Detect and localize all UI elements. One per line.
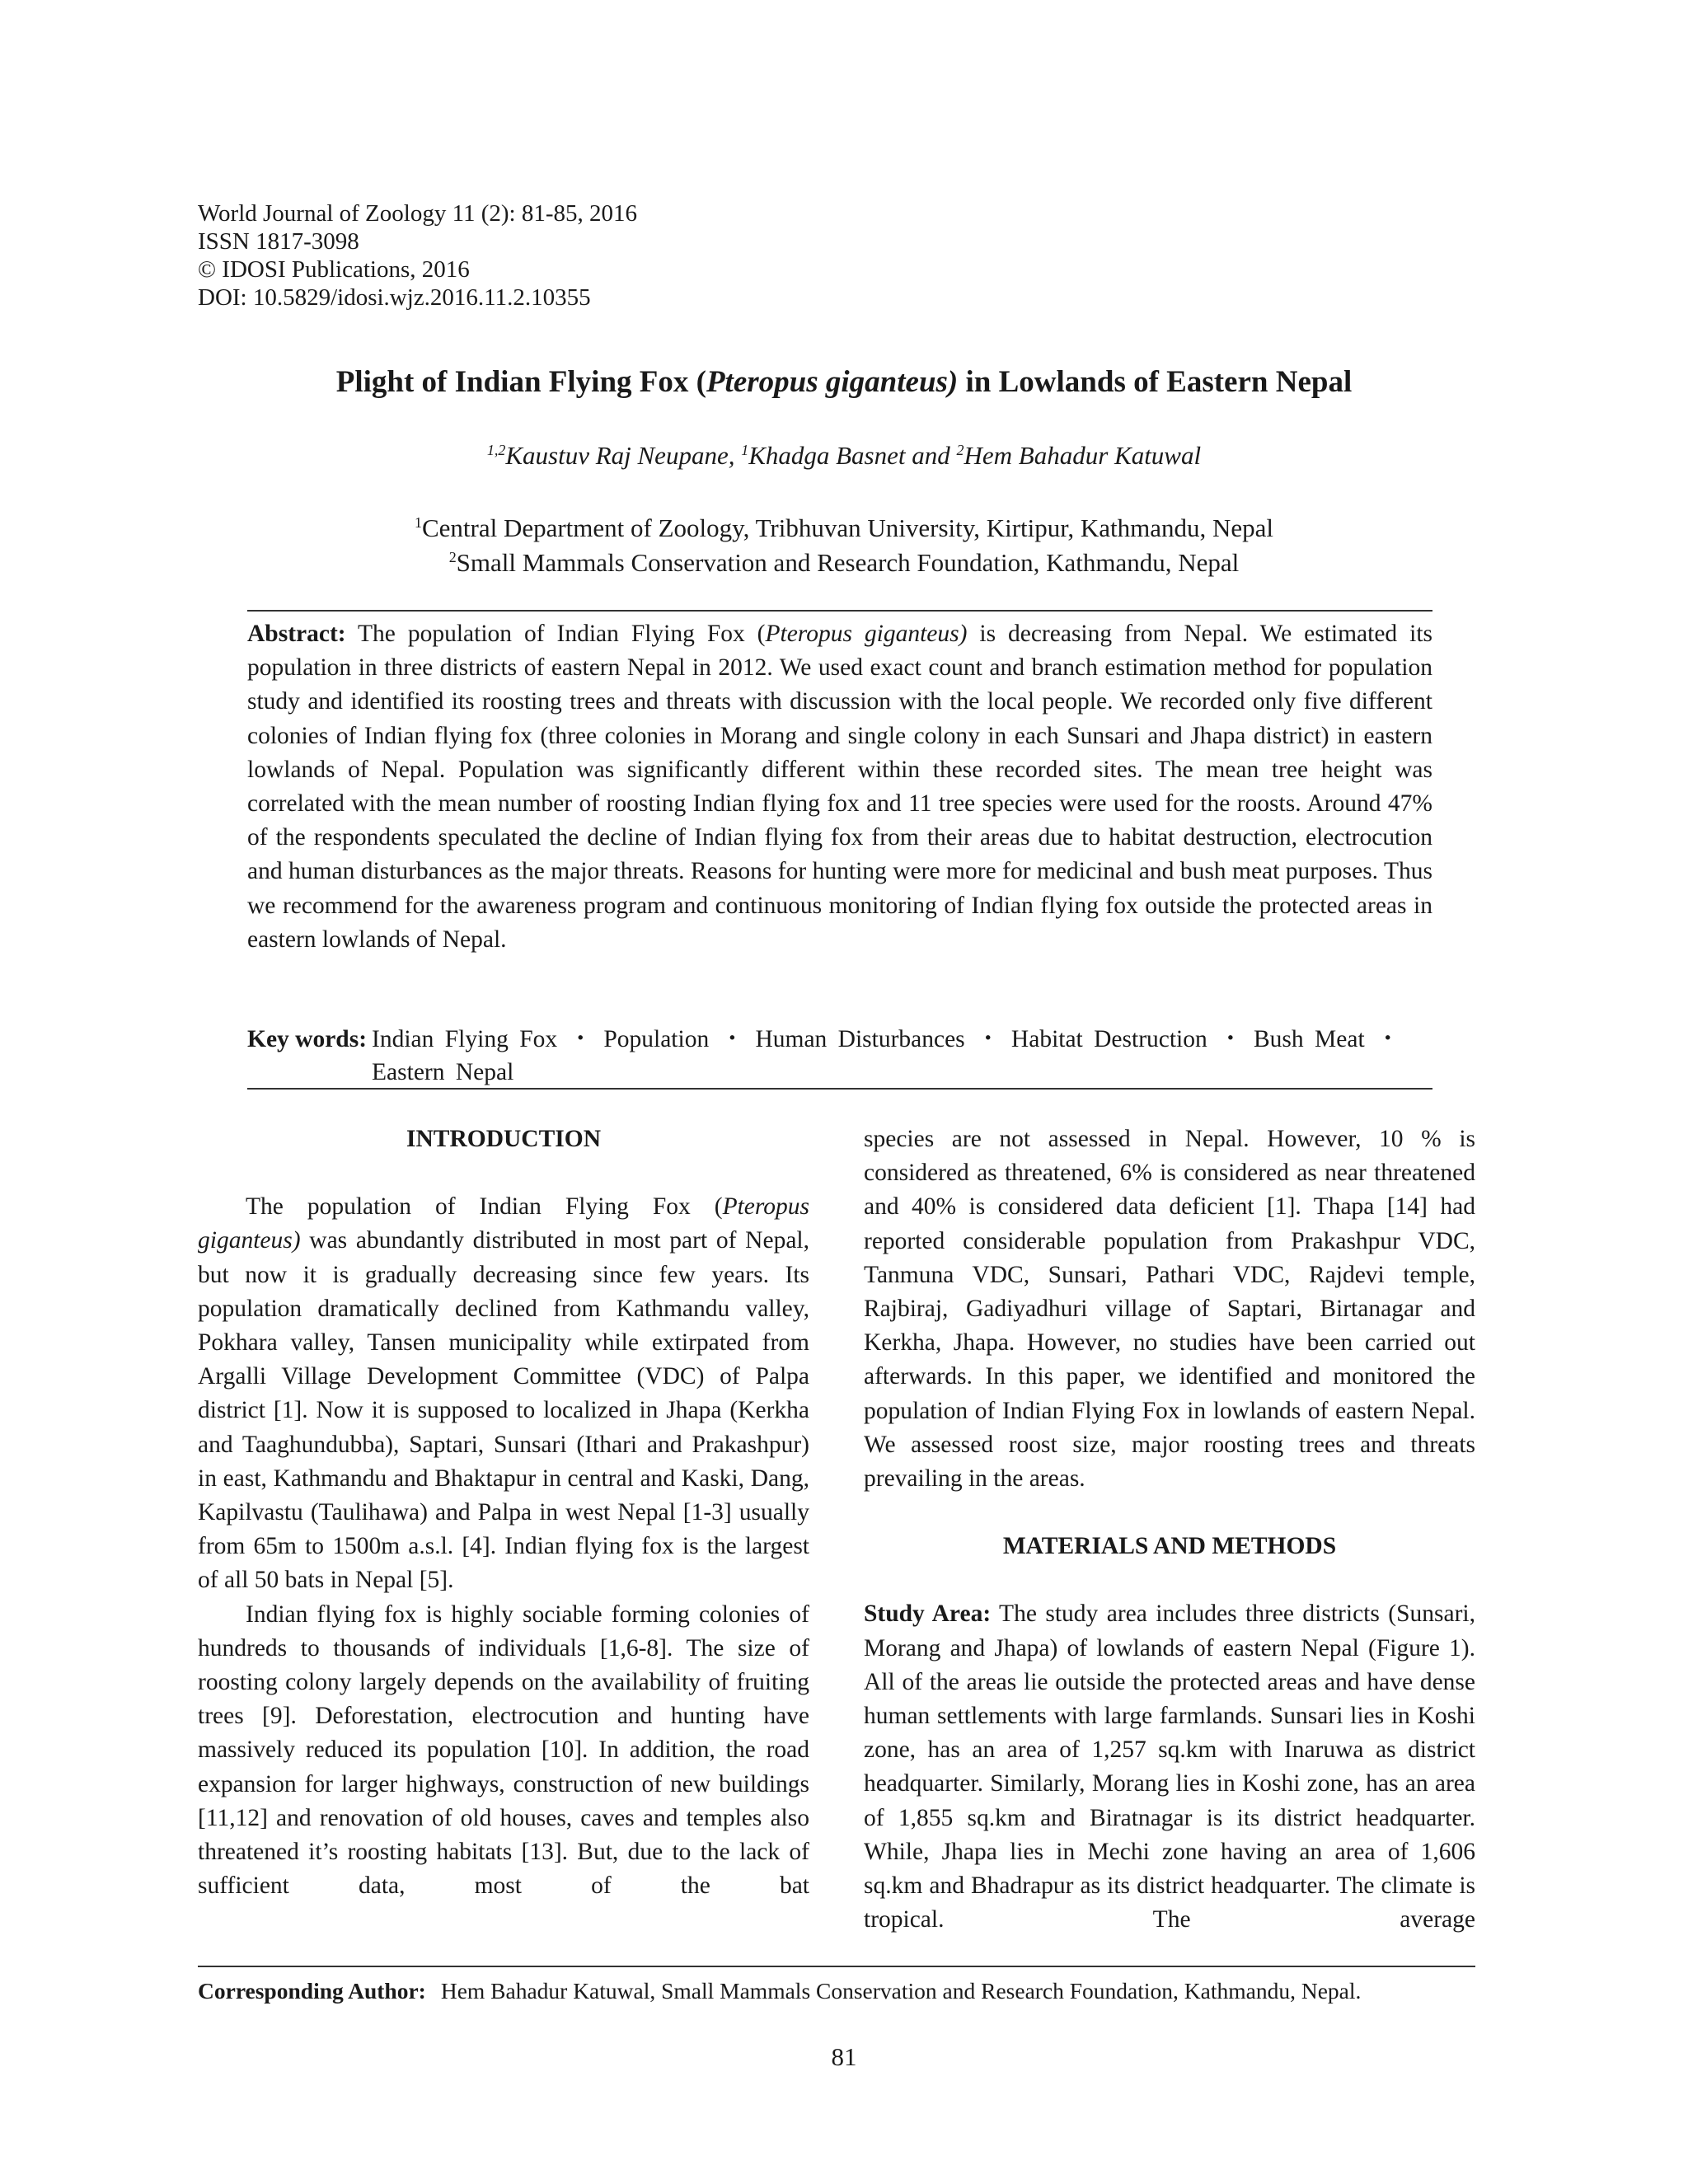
corresponding-author-label: Corresponding Author: <box>198 1978 426 2004</box>
abstract-species: Pteropus giganteus) <box>765 621 968 647</box>
intro-paragraph-2: Indian flying fox is highly sociable forming colonies of hundreds to thousands of individuals [1,6-8]. The size of roosting colony largely depends on the availability of fruiting trees [9]. Deforestation, electrocution and hunting have massively reduced its population [10]. In addition, the road expansion for larger highways, construction of new buildings [11,12] and renovation of old houses, caves and temples also threatened it’s roosting habitats [13]. But, due to the lack of sufficient data, most of the bat <box>198 1601 809 1900</box>
affiliation-1-text: Central Department of Zoology, Tribhuvan University, Kirtipur, Kathmandu, Nepal <box>421 513 1274 542</box>
paper-title <box>0 364 1688 400</box>
title-part-2: in Lowlands of Eastern Nepal <box>958 365 1353 399</box>
intro-paragraph-3: species are not assessed in Nepal. However, 10 % is considered as threatened, 6% is considered as near threatened and 40% is considered data deficient [1]. Thapa [14] had reported considerable population from Prakashpur VDC, Tanmuna VDC, Sunsari, Pathari VDC, Rajdevi temple, Rajbiraj, Gadiyadhuri village of Saptari, Birtanagar and Kerkha, Jhapa. However, no studies have been carried out afterwards. In this paper, we identified and monitored the population of Indian Flying Fox in lowlands of eastern Nepal. We assessed roost size, major roosting trees and threats prevailing in the areas. <box>864 1126 1475 1493</box>
abstract-label: Abstract: <box>247 621 346 647</box>
keywords <box>247 1023 1432 1089</box>
study-area-text: The study area includes three districts (Sunsari, Morang and Jhapa) of lowlands of eastern Nepal (Figure 1). All of the areas lie outside the protected areas and have dense human settlements with large farmlands. Sunsari lies in Koshi zone, has an area of 1,257 sq.km with Inaruwa as district headquarter. Similarly, Morang lies in Koshi zone, has an area of 1,855 sq.km and Biratnagar is its district headquarter. While, Jhapa lies in Mechi zone having an area of 1,606 sq.km and Bhadrapur as its district headquarter. The climate is tropical. The average <box>864 1601 1475 1933</box>
issn: ISSN 1817-3098 <box>198 228 359 255</box>
affiliation-1-marker: 1 <box>414 514 422 532</box>
journal-citation: World Journal of Zoology 11 (2): 81-85, 2016 <box>198 200 638 227</box>
intro-p1-text-a: The population of Indian Flying Fox ( <box>246 1193 723 1221</box>
introduction-heading: INTRODUCTION <box>406 1126 602 1152</box>
affiliation-1 <box>0 511 1688 546</box>
affiliation-2-marker: 2 <box>448 549 457 566</box>
journal-header <box>198 199 637 312</box>
corresponding-author-text: Hem Bahadur Katuwal, Small Mammals Conservation and Research Foundation, Kathmandu, Nepal. <box>440 1978 1362 2004</box>
publisher: © IDOSI Publications, 2016 <box>198 256 470 283</box>
author-2-affil: 1 <box>741 442 749 459</box>
study-area-label: Study Area: <box>864 1601 992 1628</box>
title-part-1: Plight of Indian Flying Fox ( <box>335 365 706 399</box>
affiliation-2-text: Small Mammals Conservation and Research Foundation, Kathmandu, Nepal <box>456 548 1240 577</box>
abstract-top-rule <box>247 610 1432 612</box>
methods-heading: MATERIALS AND METHODS <box>1002 1533 1337 1560</box>
right-column <box>864 1122 1475 1937</box>
intro-p1-species: Pteropus giganteus) <box>198 1193 809 1254</box>
keywords-text: Indian Flying Fox ・ Population ・ Human Disturbances ・ Habitat Destruction ・ Bush Meat ・ Eastern Nepal <box>372 1026 1400 1085</box>
study-area-paragraph <box>864 1597 1475 1937</box>
author-1: Kaustuv Raj Neupane, <box>505 441 742 470</box>
doi: DOI: 10.5829/idosi.wjz.2016.11.2.10355 <box>198 284 591 311</box>
affiliations <box>0 511 1688 580</box>
title-species: Pteropus giganteus) <box>706 365 959 399</box>
affiliation-2 <box>0 546 1688 580</box>
author-3-affil: 2 <box>956 442 964 459</box>
intro-p1-text-b: was abundantly distributed in most part of Nepal, but now it is gradually decreasing since few years. Its population dramatically declined from Kathmandu valley, Pokhara valley, Tansen municipality while extirpated from Argalli Village Development Committee (VDC) of Palpa district [1]. Now it is supposed to localized in Jhapa (Kerkha and Taaghundubba), Saptari, Sunsari (Ithari and Prakashpur) in east, Kathmandu and Bhaktapur in central and Kaski, Dang, Kapilvastu (Taulihawa) and Palpa in west Nepal [1-3] usually from 65m to 1500m a.s.l. [4]. Indian flying fox is the largest of all 50 bats in Nepal [5]. <box>198 1227 809 1594</box>
abstract-text-1: The population of Indian Flying Fox ( <box>345 621 766 647</box>
author-2: Khadga Basnet and <box>748 441 957 470</box>
author-1-affil: 1,2 <box>486 442 506 459</box>
abstract <box>247 617 1432 957</box>
footer-rule <box>198 1966 1475 1967</box>
author-list <box>0 441 1688 471</box>
keywords-label: Key words: <box>247 1026 368 1052</box>
corresponding-author <box>198 1978 1361 2004</box>
page-number: 81 <box>831 2042 857 2071</box>
keywords-bottom-rule <box>247 1088 1432 1090</box>
author-3: Hem Bahadur Katuwal <box>964 441 1202 470</box>
left-column <box>198 1122 809 1903</box>
abstract-text-2: is decreasing from Nepal. We estimated its population in three districts of eastern Nepal in 2012. We used exact count and branch estimation method for population study and identified its roosting trees and threats with discussion with the local people. We recorded only five different colonies of Indian flying fox (three colonies in Morang and single colony in each Sunsari and Jhapa district) in eastern lowlands of Nepal. Population was significantly different within these recorded sites. The mean tree height was correlated with the mean number of roosting Indian flying fox and 11 tree species were used for the roosts. Around 47% of the respondents speculated the decline of Indian flying fox from their areas due to habitat destruction, electrocution and human disturbances as the major threats. Reasons for hunting were more for medicinal and bush meat purposes. Thus we recommend for the awareness program and continuous monitoring of Indian flying fox outside the protected areas in eastern lowlands of Nepal. <box>247 621 1432 953</box>
intro-paragraph-1 <box>198 1190 809 1597</box>
